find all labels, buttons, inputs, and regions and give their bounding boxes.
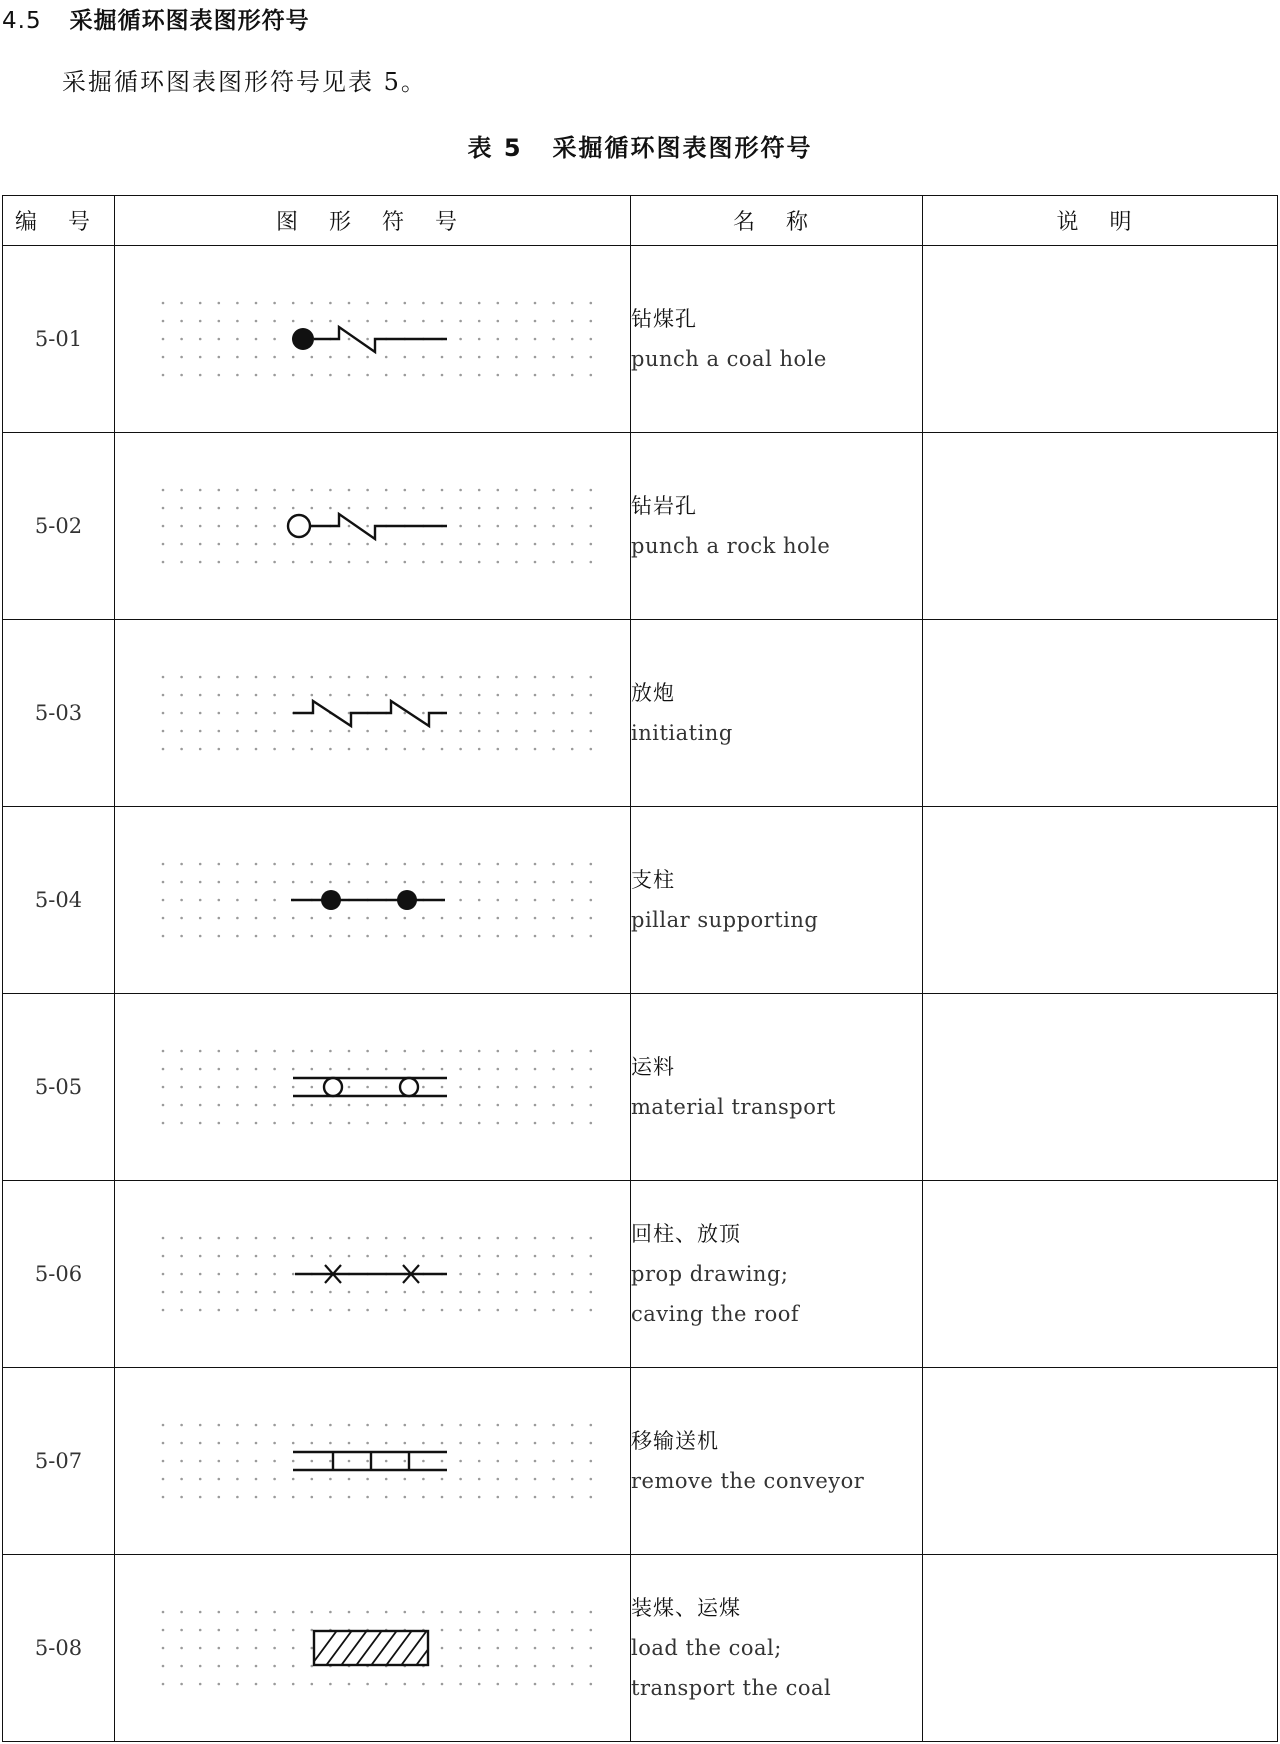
- section-title: 采掘循环图表图形符号: [69, 8, 310, 34]
- row-name-en: initiating: [631, 721, 733, 745]
- row-name: [631, 994, 923, 1181]
- row-name: [631, 620, 923, 807]
- header-row: [3, 196, 1278, 246]
- row-name-zh: 支柱: [631, 868, 675, 892]
- table-row: [3, 1181, 1278, 1368]
- row-symbol: [115, 807, 631, 994]
- row-note: [923, 994, 1278, 1181]
- row-name-en: load the coal;: [631, 1636, 782, 1660]
- row-name: [631, 1368, 923, 1555]
- row-code: 5-01: [3, 246, 115, 433]
- row-symbol: [115, 433, 631, 620]
- row-note: [923, 807, 1278, 994]
- section-number: 4.5: [2, 8, 42, 34]
- open-circle-zigzag-line-icon: [153, 481, 593, 571]
- double-line-two-open-circles-icon: [153, 1042, 593, 1132]
- row-code: 5-07: [3, 1368, 115, 1555]
- row-name-en: material transport: [631, 1095, 836, 1119]
- row-code: 5-02: [3, 433, 115, 620]
- row-note: [923, 1555, 1278, 1742]
- table-caption-number: 表 5: [467, 134, 523, 162]
- filled-circle-zigzag-line-icon: [153, 294, 593, 384]
- table-row: [3, 246, 1278, 433]
- row-name-en: pillar supporting: [631, 908, 819, 932]
- row-note: [923, 1368, 1278, 1555]
- row-note: [923, 620, 1278, 807]
- symbols-table: [2, 195, 1278, 1742]
- double-line-rungs-icon: [153, 1416, 593, 1506]
- row-name-en: remove the conveyor: [631, 1469, 865, 1493]
- table-row: [3, 620, 1278, 807]
- row-name-en: punch a rock hole: [631, 534, 831, 558]
- table-caption-title: 采掘循环图表图形符号: [552, 134, 813, 162]
- row-symbol: [115, 1368, 631, 1555]
- row-note: [923, 433, 1278, 620]
- row-name-en: caving the roof: [631, 1302, 800, 1326]
- row-code: 5-06: [3, 1181, 115, 1368]
- row-name-zh: 装煤、运煤: [631, 1596, 741, 1620]
- row-name-zh: 回柱、放顶: [631, 1222, 741, 1246]
- header-name: 名 称: [631, 196, 923, 246]
- table-row: [3, 1555, 1278, 1742]
- table-row: [3, 1368, 1278, 1555]
- row-name-en: prop drawing;: [631, 1262, 789, 1286]
- row-code: 5-03: [3, 620, 115, 807]
- row-name-zh: 放炮: [631, 681, 675, 705]
- row-name-en: punch a coal hole: [631, 347, 827, 371]
- row-name: [631, 1181, 923, 1368]
- row-name: [631, 246, 923, 433]
- header-code: 编 号: [3, 196, 115, 246]
- table-row: [3, 994, 1278, 1181]
- section-heading: [2, 2, 310, 35]
- row-name-en: transport the coal: [631, 1676, 832, 1700]
- row-name: [631, 1555, 923, 1742]
- row-code: 5-04: [3, 807, 115, 994]
- line-two-filled-dots-icon: [153, 855, 593, 945]
- header-symbol: 图 形 符 号: [115, 196, 631, 246]
- line-two-crosses-icon: [153, 1229, 593, 1319]
- row-name-zh: 钻煤孔: [631, 307, 697, 331]
- row-code: 5-05: [3, 994, 115, 1181]
- table-row: [3, 807, 1278, 994]
- row-symbol: [115, 1181, 631, 1368]
- row-name-zh: 钻岩孔: [631, 494, 697, 518]
- row-note: [923, 1181, 1278, 1368]
- row-symbol: [115, 1555, 631, 1742]
- row-note: [923, 246, 1278, 433]
- row-symbol: [115, 620, 631, 807]
- hatched-rectangle-icon: [153, 1603, 593, 1693]
- table-row: [3, 433, 1278, 620]
- row-name-zh: 移输送机: [631, 1429, 719, 1453]
- header-note: 说 明: [923, 196, 1278, 246]
- intro-text: 采掘循环图表图形符号见表 5。: [62, 68, 427, 96]
- row-symbol: [115, 994, 631, 1181]
- row-name: [631, 807, 923, 994]
- row-name: [631, 433, 923, 620]
- row-name-zh: 运料: [631, 1055, 675, 1079]
- table-caption: [0, 128, 1280, 163]
- double-zigzag-line-icon: [153, 668, 593, 758]
- row-code: 5-08: [3, 1555, 115, 1742]
- row-symbol: [115, 246, 631, 433]
